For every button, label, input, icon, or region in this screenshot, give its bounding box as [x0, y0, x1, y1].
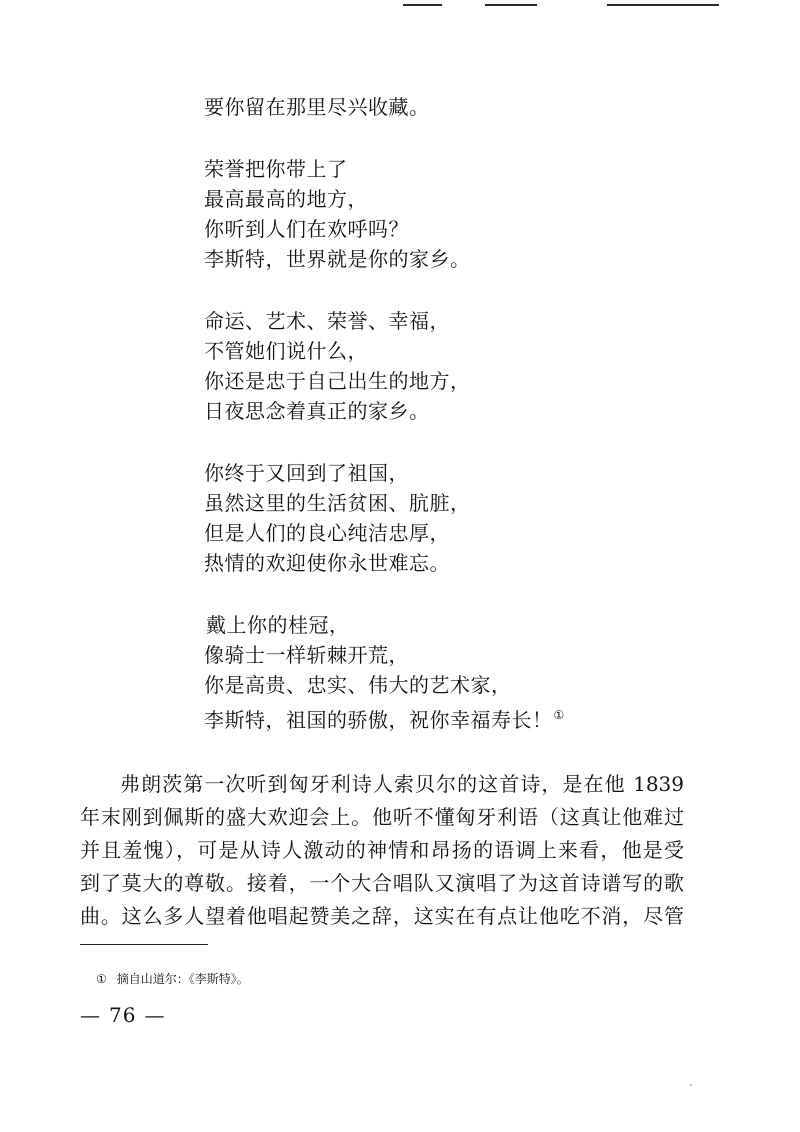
poem-line: 但是人们的良心纯洁忠厚，: [204, 521, 450, 545]
paragraph-line: 弗朗茨第一次听到匈牙利诗人索贝尔的这首诗，是在他 1839: [120, 772, 684, 796]
poem-line-with-note: [204, 700, 724, 735]
poem-line: 你还是忠于自己出生的地方，: [204, 369, 471, 393]
header-rule-middle: [485, 4, 537, 6]
page-number-value: 76: [109, 1003, 137, 1027]
poem-stanza: [204, 458, 724, 578]
poem-stanza: [204, 92, 724, 122]
paragraph-line: 年末刚到佩斯的盛大欢迎会上。他听不懂匈牙利语（这真让他难过: [80, 805, 684, 829]
poem-line: 要你留在那里尽兴收藏。: [204, 95, 430, 119]
poem-line: 不管她们说什么，: [204, 339, 368, 363]
poem-stanza: [204, 306, 724, 426]
footnote-text: 摘自山道尔：《李斯特》。: [116, 972, 249, 986]
page-number: [80, 1003, 165, 1027]
scan-speck: [690, 1084, 692, 1086]
body-paragraph: [80, 768, 684, 933]
poem-stanza: [204, 154, 724, 274]
poem-line: 命运、艺术、荣誉、幸福，: [204, 309, 450, 333]
paragraph-line: 曲。这么多人望着他唱起赞美之辞，这实在有点让他吃不消，尽管: [80, 904, 684, 928]
poem-line-text: 李斯特，祖国的骄傲，祝你幸福寿长！: [204, 708, 553, 732]
poem-line: 你终于又回到了祖国，: [204, 461, 409, 485]
page-number-dash-right: —: [144, 1003, 166, 1027]
poem-line: 你听到人们在欢呼吗？: [204, 217, 409, 241]
poem-line: 荣誉把你带上了: [204, 157, 348, 181]
footnote-divider: [80, 944, 208, 945]
poem-line: 戴上你的桂冠，: [206, 613, 350, 637]
poem-line: 日夜思念着真正的家乡。: [204, 399, 430, 423]
footnote-reference: ①: [553, 708, 565, 722]
poem-line: 热情的欢迎使你永世难忘。: [204, 551, 450, 575]
footnote: [96, 970, 249, 988]
poem-line: 你是高贵、忠实、伟大的艺术家，: [204, 673, 512, 697]
header-rule-right: [607, 4, 719, 6]
paragraph-line: 到了莫大的尊敬。接着，一个大合唱队又演唱了为这首诗谱写的歌: [80, 871, 684, 895]
paragraph-line: 并且羞愧），可是从诗人激动的神情和昂扬的语调上来看，他是受: [80, 838, 684, 862]
poem-stanza: [204, 610, 724, 735]
header-rule-left: [403, 4, 442, 6]
page-number-dash-left: —: [80, 1003, 101, 1027]
poem: [204, 92, 724, 735]
poem-line: 最高最高的地方，: [204, 187, 368, 211]
footnote-marker: ①: [96, 972, 107, 986]
poem-line: 虽然这里的生活贫困、肮脏，: [204, 491, 471, 515]
poem-line: 像骑士一样斩棘开荒，: [204, 643, 409, 667]
poem-line: 李斯特，世界就是你的家乡。: [204, 247, 471, 271]
